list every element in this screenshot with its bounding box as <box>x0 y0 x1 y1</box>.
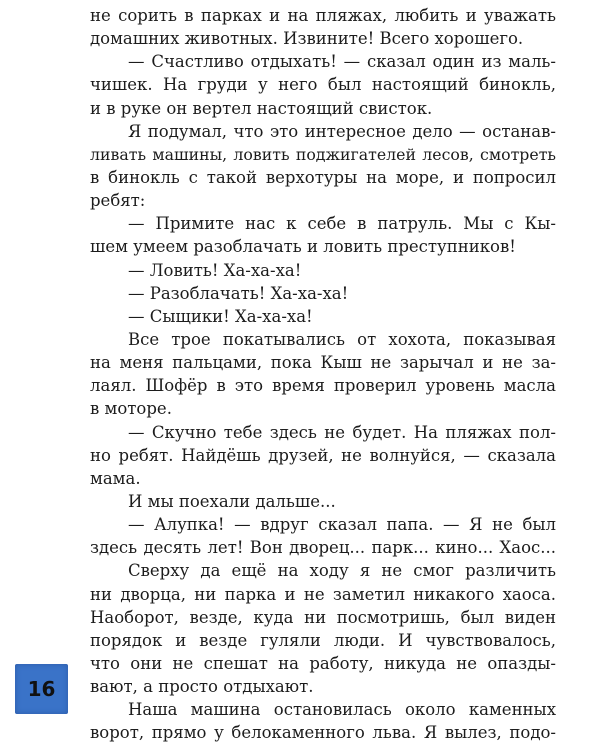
text-line: здесь десять лет! Вон дворец... парк... кино... Хаос... <box>90 538 556 558</box>
text-line: чишек. На груди у него был настоящий бинокль, <box>90 75 556 95</box>
text-line: в моторе. <box>90 399 172 419</box>
text-line: что они не спешат на работу, никуда не опазды- <box>90 653 556 673</box>
text-line: — Ловить! Ха-ха-ха! <box>128 260 302 280</box>
text-line: ни дворца, ни парка и не заметил никакого хаоса. <box>90 584 556 604</box>
page-number-badge <box>15 664 68 714</box>
text-line: не сорить в парках и на пляжах, любить и уважать <box>90 6 556 25</box>
text-line: И мы поехали дальше... <box>128 491 336 511</box>
text-line: на меня пальцами, пока Кыш не зарычал и не за- <box>90 353 556 373</box>
text-line: вают, а просто отдыхают. <box>90 677 314 697</box>
text-line: порядок и везде гуляли люди. И чувствовалось, <box>90 630 556 650</box>
text-line: — Алупка! — вдруг сказал папа. — Я не был <box>128 515 556 535</box>
text-line: мама. <box>90 468 141 488</box>
text-line: — Разоблачать! Ха-ха-ха! <box>128 283 349 303</box>
text-column <box>90 4 556 745</box>
text-line: ливать машины, ловить поджигателей лесов, смотреть <box>90 144 556 164</box>
text-line: шем умеем разоблачать и ловить преступников! <box>90 237 516 257</box>
text-line: и в руке он вертел настоящий свисток. <box>90 98 433 118</box>
text-line: лаял. Шофёр в это время проверил уровень масла <box>90 376 556 396</box>
text-line: но ребят. Найдёшь друзей, не волнуйся, — сказала <box>90 445 556 465</box>
text-line: ребят: <box>90 191 146 211</box>
text-line: Наша машина остановилась около каменных <box>128 700 556 720</box>
text-line: в бинокль с такой верхотуры на море, и попросил <box>90 167 556 187</box>
text-line: — Примите нас к себе в патруль. Мы с Кы- <box>128 214 556 234</box>
text-line: Я подумал, что это интересное дело — останав- <box>128 121 556 141</box>
text-line: — Сыщики! Ха-ха-ха! <box>128 306 313 326</box>
text-line: Сверху да ещё на ходу я не смог различить <box>128 561 556 581</box>
text-line: домашних животных. Извините! Всего хорошего. <box>90 29 524 49</box>
text-line: — Счастливо отдыхать! — сказал один из маль- <box>128 52 556 72</box>
text-line: — Скучно тебе здесь не будет. На пляжах пол- <box>128 422 556 442</box>
text-line: Все трое покатывались от хохота, показывая <box>128 329 556 349</box>
text-line: ворот, прямо у белокаменного льва. Я вылез, подо- <box>90 723 556 743</box>
text-line: Наоборот, везде, куда ни посмотришь, был виден <box>90 607 556 627</box>
page-number: 16 <box>27 677 56 701</box>
